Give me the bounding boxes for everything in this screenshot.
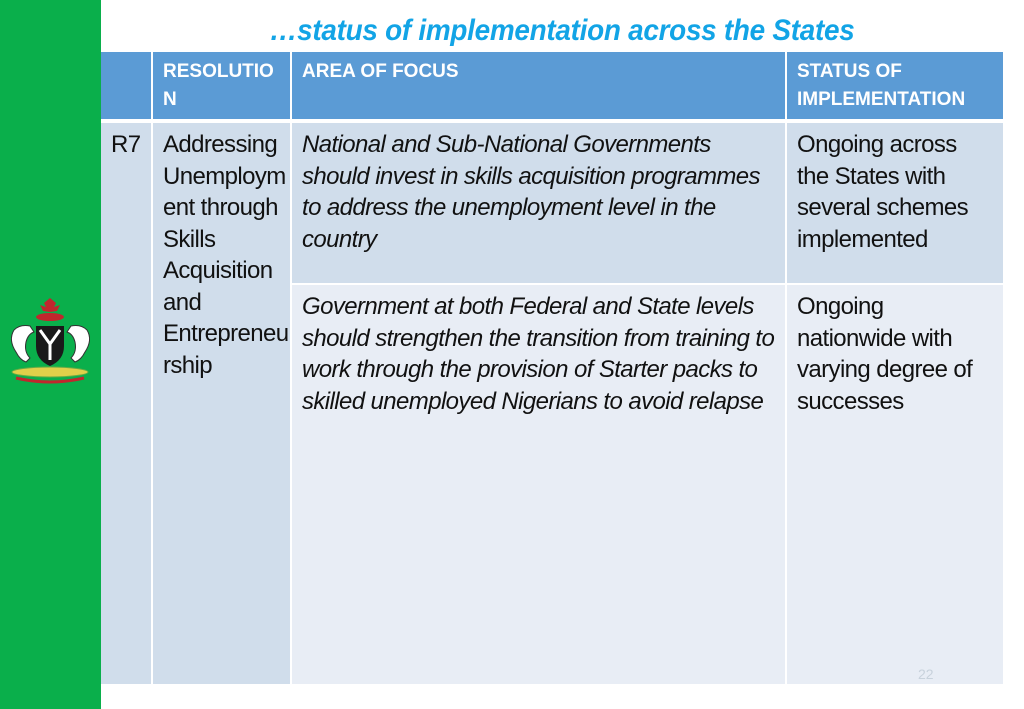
header-id (101, 52, 152, 121)
resolution-cell: Addressing Unemploym ent through Skills Acquisition and Entrepreneu rship (152, 121, 291, 685)
slide-title: …status of implementation across the States (269, 14, 855, 47)
header-status: STATUS OF IMPLEMENTATION (786, 52, 1004, 121)
table-row (101, 121, 1004, 284)
table-header-row (101, 52, 1004, 121)
area-of-focus-cell: National and Sub-National Governments should invest in skills acquisition programmes to address the unemployment level in the country (291, 121, 786, 284)
area-of-focus-cell: Government at both Federal and State levels should strengthen the transition from training to work through the provision of Starter packs to skilled unemployed Nigerians to avoid relapse (291, 284, 786, 685)
status-table (101, 52, 1004, 686)
header-area-of-focus: AREA OF FOCUS (291, 52, 786, 121)
header-resolution: RESOLUTIO N (152, 52, 291, 121)
green-side-bar (0, 0, 101, 709)
status-cell: Ongoing across the States with several schemes implemented (786, 121, 1004, 284)
coat-of-arms-icon (0, 290, 101, 390)
row-id-cell: R7 (101, 121, 152, 685)
page-number: 22 (918, 666, 934, 682)
status-cell: Ongoing nationwide with varying degree of successes (786, 284, 1004, 685)
